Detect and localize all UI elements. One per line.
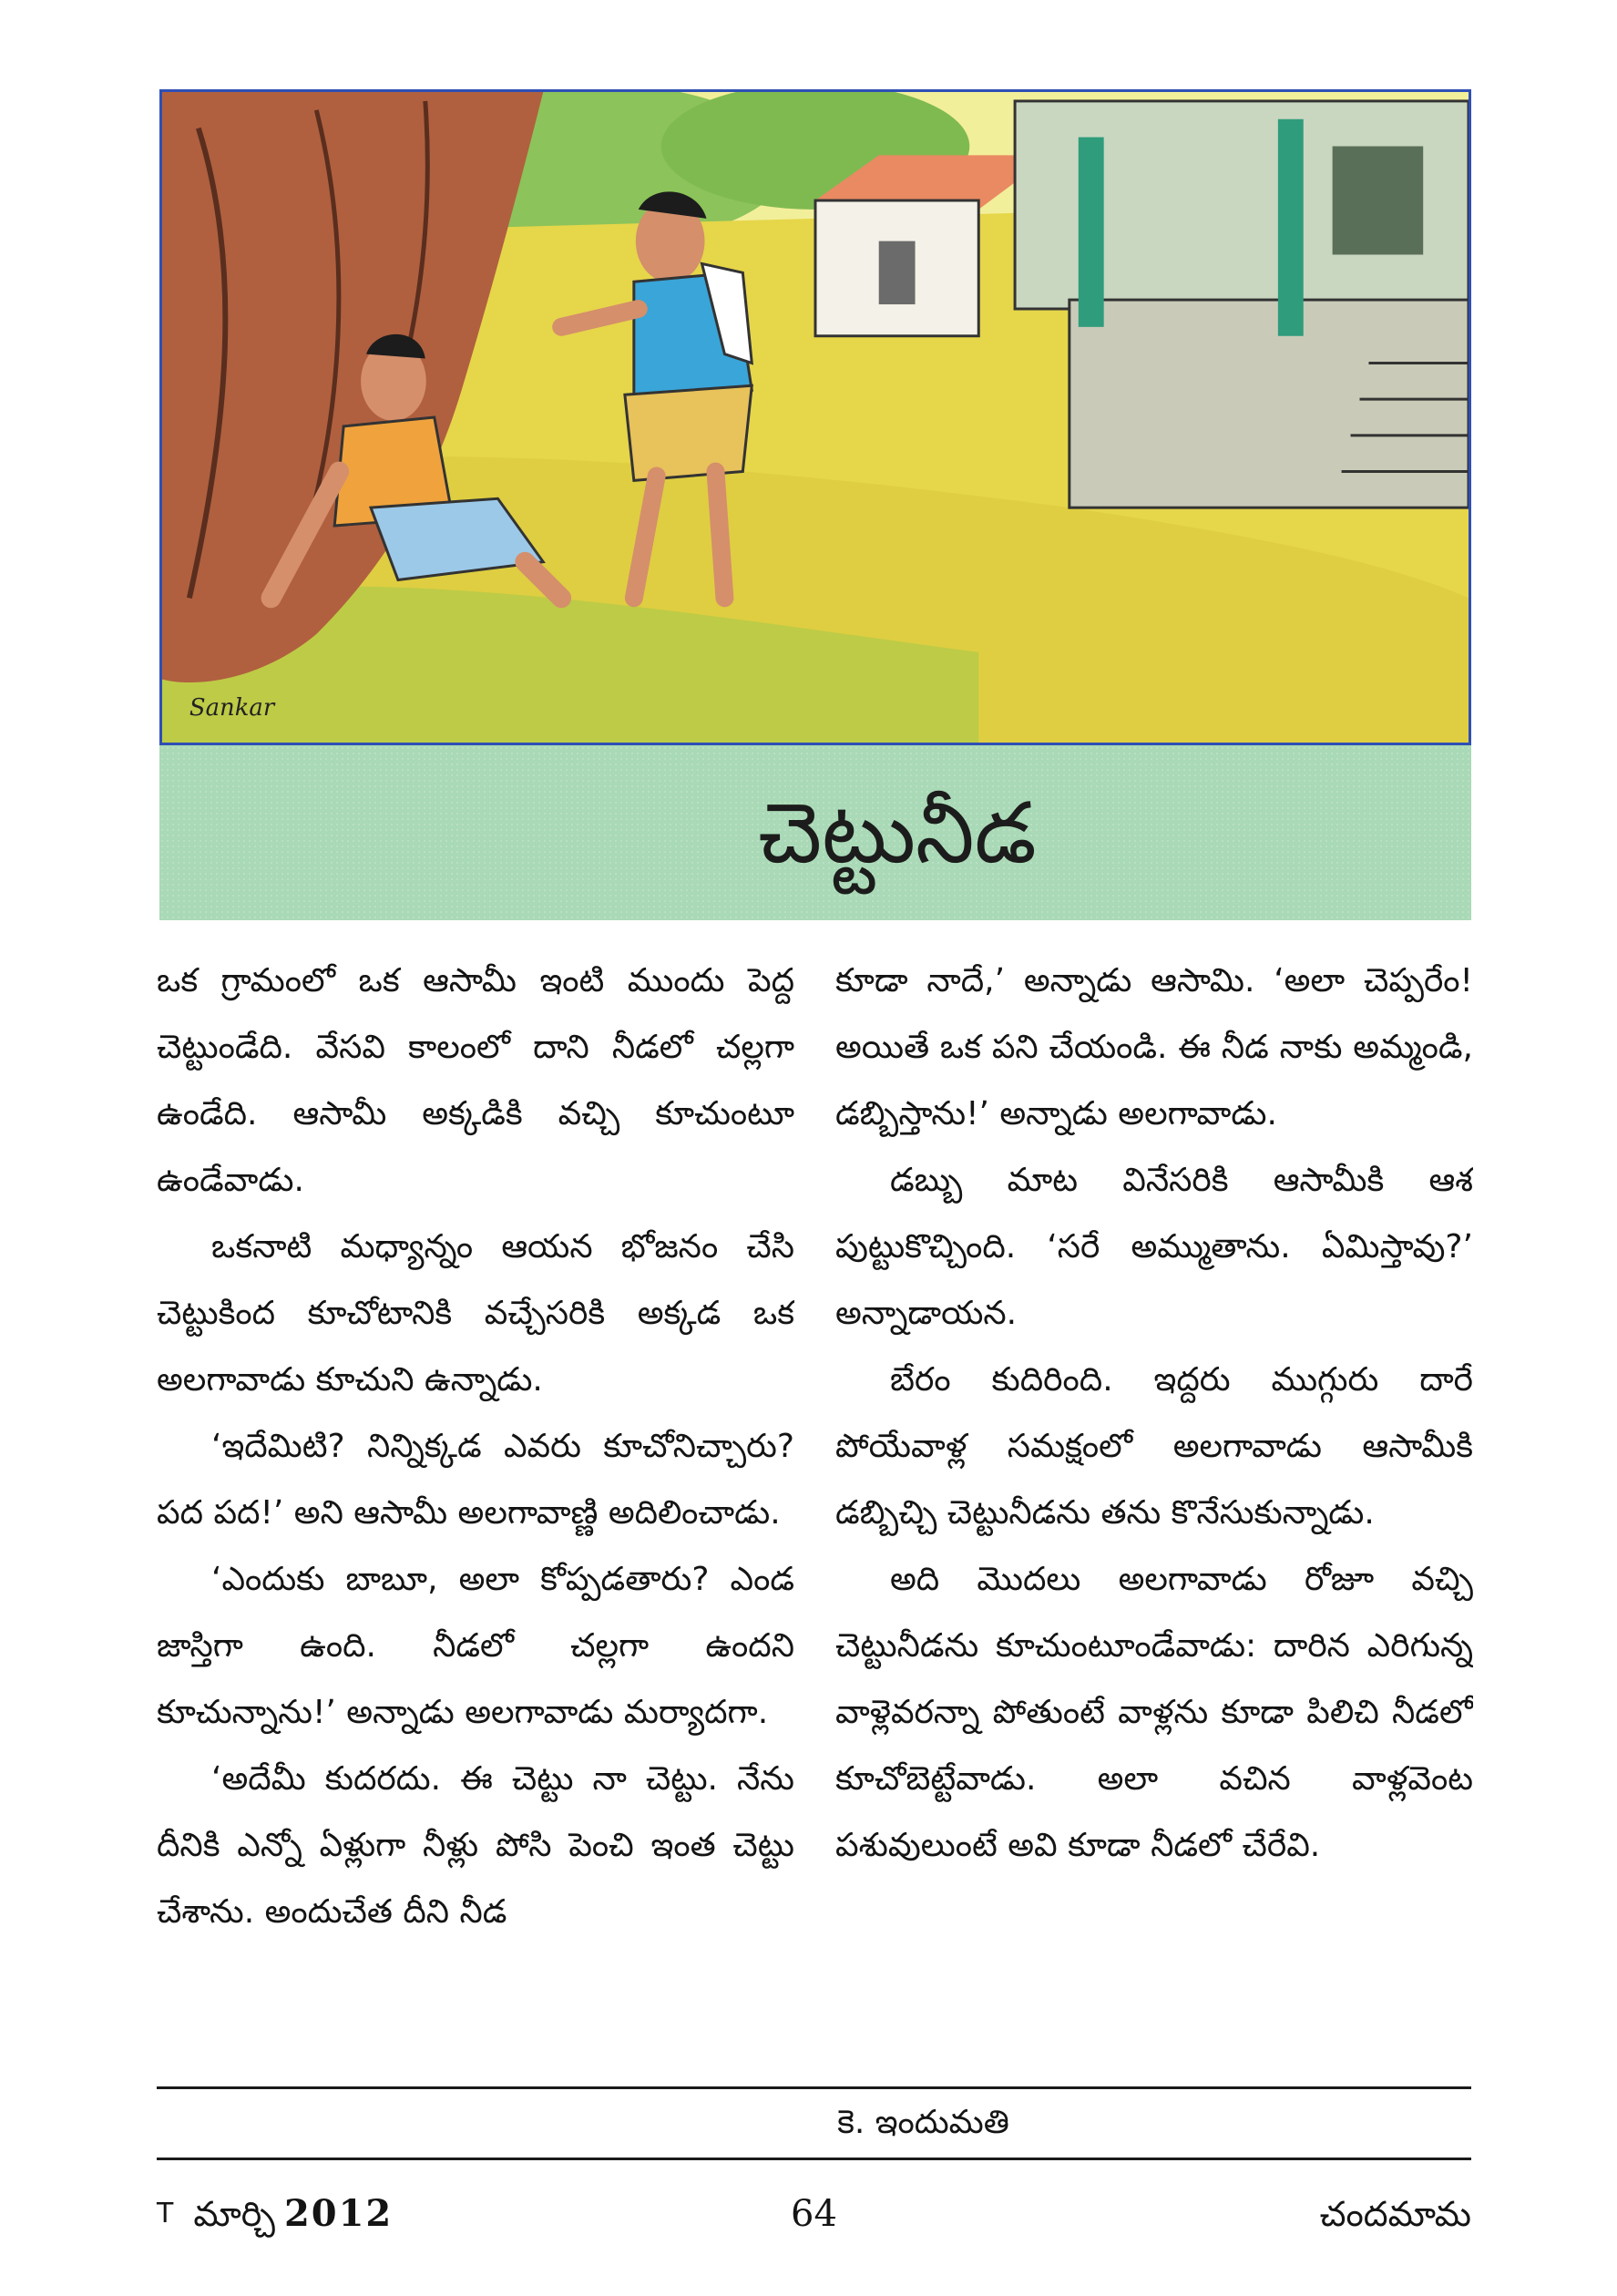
pillar-right xyxy=(1278,119,1304,336)
house-door xyxy=(879,241,916,304)
pillar-left xyxy=(1079,138,1104,327)
paragraph: ‘ఇదేమిటి? నిన్నిక్కడ ఎవరు కూచోనిచ్చారు? పద పద!’ అని ఆసామీ అలగావాణ్ణి అదిలించాడు. xyxy=(157,1428,794,1532)
left-column xyxy=(157,948,794,2068)
divider-bottom xyxy=(157,2158,1471,2160)
paragraph: అది మొదలు అలగావాడు రోజూ వచ్చి చెట్టునీడను కూచుంటూండేవాడు: దారిన ఎరిగున్న వాళ్లెవరన్నా పోతుంటే వాళ్లను కూడా పిలిచి నీడలో కూచోబెట్టేవాడు. అలా వచిన వాళ్లవెంట పశువులుంటే అవి కూడా నీడలో చేరేవి. xyxy=(835,1561,1473,1864)
issue-month: మార్చి xyxy=(193,2194,275,2234)
paragraph: డబ్బు మాట వినేసరికి ఆసామీకి ఆశ పుట్టుకొచ్చింది. ‘సరే అమ్ముతాను. ఏమిస్తావు?’ అన్నాడాయన. xyxy=(835,1162,1473,1332)
paragraph: ఒకనాటి మధ్యాన్నం ఆయన భోజనం చేసి చెట్టుకింద కూచోటానికి వచ్చేసరికి అక్కడ ఒక అలగావాడు కూచుని ఉన్నాడు. xyxy=(157,1228,794,1399)
issue-year: 2012 xyxy=(283,2192,394,2235)
page-number: 64 xyxy=(791,2193,837,2235)
veranda-window xyxy=(1333,147,1424,255)
illustration-scene xyxy=(162,92,1469,743)
author-name: కె. ఇందుమతి xyxy=(837,2104,1009,2141)
footer-mark: T xyxy=(157,2198,174,2229)
paragraph: ‘ఎందుకు బాబూ, అలా కోప్పడతారు? ఎండ జాస్తిగా ఉంది. నీడలో చల్లగా ఉందని కూచున్నాను!’ అన్నాడు అలగావాడు మర్యాదగా. xyxy=(157,1561,794,1731)
story-body xyxy=(157,948,1473,2068)
title-band xyxy=(159,745,1471,920)
story-title: చెట్టునీడ xyxy=(758,784,1037,882)
paragraph: బేరం కుదిరింది. ఇద్దరు ముగ్గురు దారే పోయేవాళ్ల సమక్షంలో అలగావాడు ఆసామీకి డబ్బిచ్చి చెట్టునీడను తను కొనేసుకున్నాడు. xyxy=(835,1361,1473,1532)
magazine-name: చందమామ xyxy=(1319,2194,1471,2234)
story-illustration xyxy=(159,89,1471,745)
veranda-platform xyxy=(1069,300,1469,507)
artist-signature: Sankar xyxy=(189,694,275,723)
page-footer xyxy=(157,2187,1471,2241)
right-column xyxy=(835,948,1473,2068)
paragraph: ఒక గ్రామంలో ఒక ఆసామీ ఇంటి ముందు పెద్ద చెట్టుండేది. వేసవి కాలంలో దాని నీడలో చల్లగా ఉండేది. ఆసామీ అక్కడికి వచ్చి కూచుంటూ ఉండేవాడు. xyxy=(157,962,794,1199)
paragraph: ‘అదేమీ కుదరదు. ఈ చెట్టు నా చెట్టు. నేను దీనికి ఎన్నో ఏళ్లుగా నీళ్లు పోసి పెంచి ఇంత చెట్టు చేశాను. అందుచేత దీని నీడ xyxy=(157,1760,794,1931)
paragraph: కూడా నాదే,’ అన్నాడు ఆసామి. ‘అలా చెప్పరేం! అయితే ఒక పని చేయండి. ఈ నీడ నాకు అమ్మండి, డబ్బిస్తాను!’ అన్నాడు అలగావాడు. xyxy=(835,962,1473,1133)
divider-top xyxy=(157,2086,1471,2089)
